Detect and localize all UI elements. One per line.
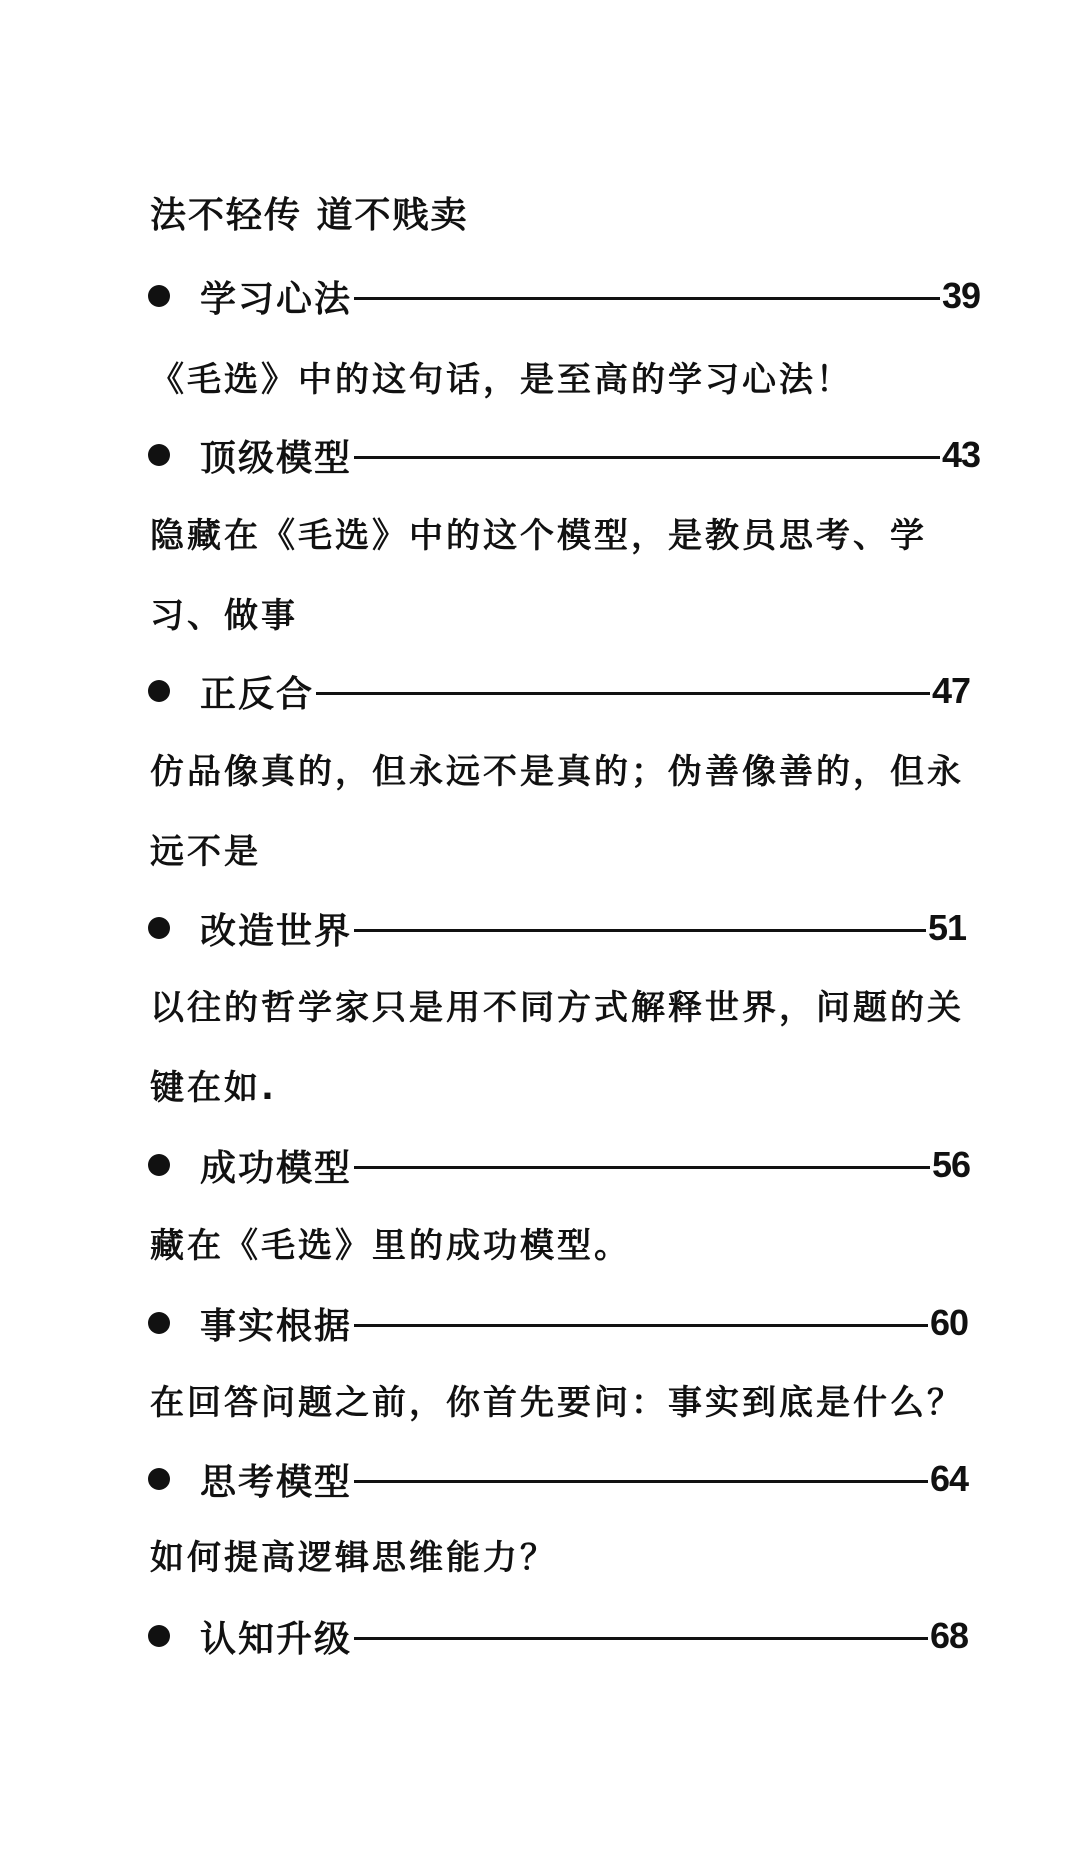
bullet-icon: [148, 1154, 170, 1176]
toc-entry-title: 正反合: [200, 673, 315, 715]
bullet-icon: [148, 1312, 170, 1334]
leader-line: [316, 692, 930, 695]
leader-line: [354, 1324, 928, 1327]
intro-text: 法不轻传 道不贱卖: [150, 195, 469, 236]
toc-entry-description: 仿品像真的，但永远不是真的；伪善像善的，但永远不是: [150, 752, 964, 872]
toc-entry-transform-world[interactable]: [148, 900, 966, 956]
leader-line: [354, 929, 926, 932]
leader-line: [354, 1480, 928, 1483]
toc-entry-title: 顶级模型: [200, 437, 353, 479]
bullet-icon: [148, 1468, 170, 1490]
leader-line: [354, 456, 940, 459]
toc-entry-title: 学习心法: [200, 278, 353, 320]
toc-entry-title: 成功模型: [200, 1147, 353, 1189]
toc-entry-page-number: 39: [941, 275, 980, 316]
leader-line: [354, 1637, 928, 1640]
bullet-icon: [148, 1625, 170, 1647]
bullet-icon: [148, 680, 170, 702]
bullet-icon: [148, 285, 170, 307]
toc-entry-page-number: 47: [931, 670, 970, 711]
toc-entry-page-number: 56: [931, 1144, 970, 1185]
toc-entry-cognitive-upgrade[interactable]: [148, 1608, 968, 1664]
toc-entry-title: 改造世界: [200, 910, 353, 952]
toc-entry-thesis-antithesis-synthesis[interactable]: [148, 663, 970, 719]
toc-entry-description: 隐藏在《毛选》中的这个模型，是教员思考、学习、做事: [150, 516, 927, 636]
toc-entry-title: 事实根据: [200, 1305, 353, 1347]
toc-entry-description: 如何提高逻辑思维能力？: [150, 1538, 557, 1578]
toc-entry-page-number: 68: [929, 1615, 968, 1656]
toc-entry-thinking-model[interactable]: [148, 1451, 968, 1507]
toc-entry-factual-basis[interactable]: [148, 1295, 968, 1351]
toc-entry-description: 以往的哲学家只是用不同方式解释世界，问题的关键在如.: [150, 988, 964, 1108]
toc-entry-study-method[interactable]: [148, 268, 980, 324]
toc-entry-page-number: 60: [929, 1302, 968, 1343]
toc-entry-page-number: 43: [941, 434, 980, 475]
toc-entry-page-number: 51: [927, 907, 966, 948]
toc-entry-success-model[interactable]: [148, 1137, 970, 1193]
toc-entry-description: 藏在《毛选》里的成功模型。: [150, 1226, 631, 1266]
bullet-icon: [148, 917, 170, 939]
bullet-icon: [148, 444, 170, 466]
toc-entry-title: 思考模型: [200, 1461, 353, 1503]
leader-line: [354, 1166, 930, 1169]
toc-entry-top-model[interactable]: [148, 427, 980, 483]
leader-line: [354, 297, 940, 300]
toc-entry-description: 《毛选》中的这句话，是至高的学习心法！: [150, 360, 853, 400]
toc-entry-title: 认知升级: [200, 1618, 353, 1660]
toc-entry-description: 在回答问题之前，你首先要问：事实到底是什么？: [150, 1383, 964, 1423]
toc-entry-page-number: 64: [929, 1458, 968, 1499]
